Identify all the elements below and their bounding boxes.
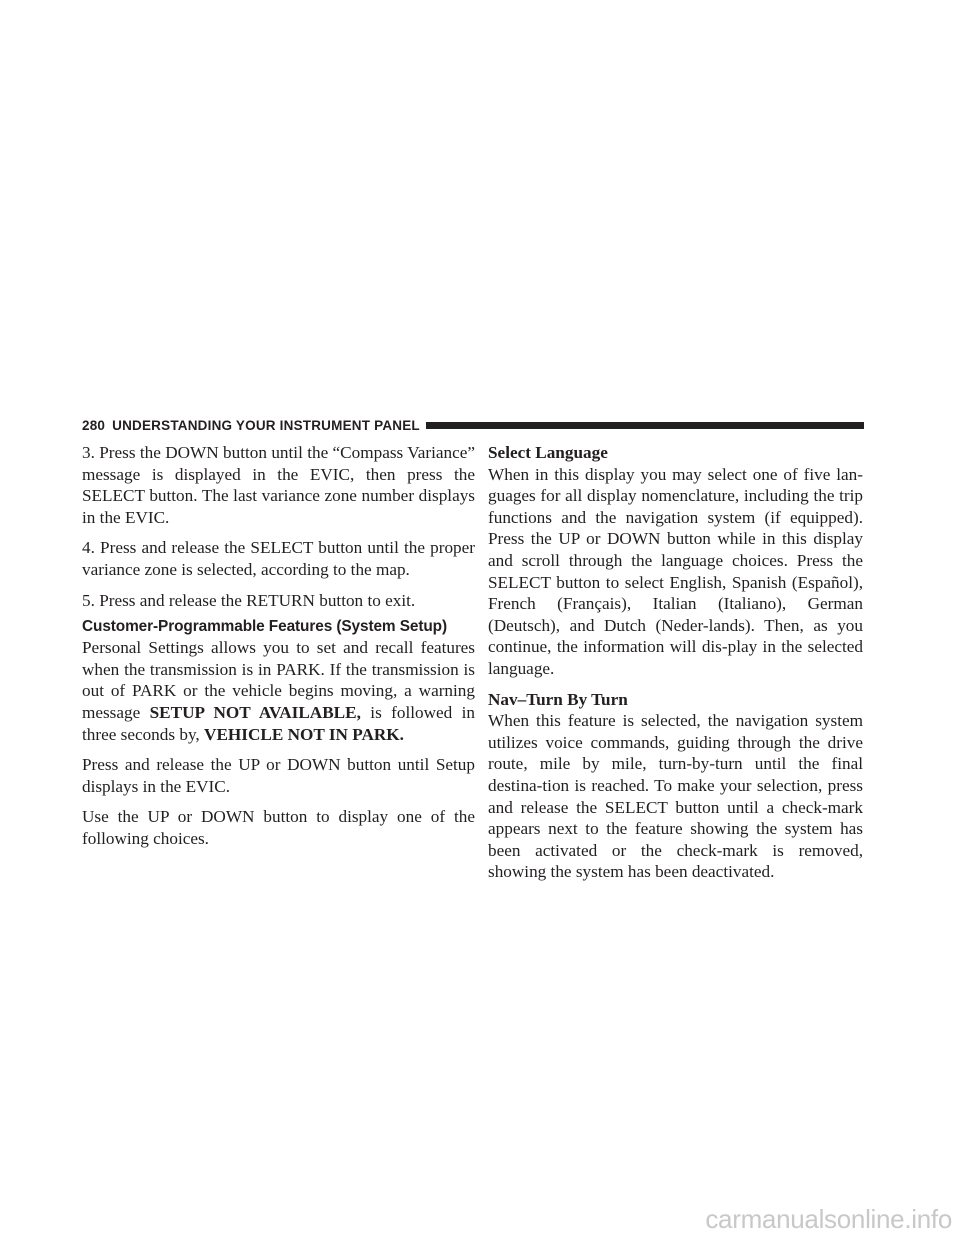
page-header — [82, 417, 864, 434]
personal-settings-paragraph — [82, 637, 475, 745]
setup-paragraph: Press and release the UP or DOWN button until Setup displays in the EVIC. — [82, 755, 475, 796]
setup-not-available-message: SETUP NOT AVAILABLE, — [149, 702, 361, 722]
nav-turn-by-turn-paragraph: When this feature is selected, the navigation system utilizes voice commands, guiding through the drive route, mile by mile, turn-by-turn until the final destina-tion is reached. To make your selection, press and release the SELECT button until a check-mark appears next to the feature showing the system has been activated or the check-mark is removed, showing the system has been deactivated. — [488, 711, 863, 882]
personal-settings-text-1: Personal Settings allows you to set and recall features when the transmission is in PARK. If the transmission is out of PARK or the vehicle begins moving, a warning message — [82, 638, 475, 722]
nav-turn-by-turn-heading: Nav–Turn By Turn — [488, 689, 628, 709]
section-heading: Customer-Programmable Features (System Setup) — [82, 618, 447, 636]
section-title: UNDERSTANDING YOUR INSTRUMENT PANEL — [112, 418, 420, 433]
step-4-paragraph: 4. Press and release the SELECT button until the proper variance zone is selected, according to the map. — [82, 538, 475, 579]
watermark: carmanualsonline.info — [705, 1204, 952, 1234]
right-column — [488, 442, 863, 892]
step-3-paragraph: 3. Press the DOWN button until the “Compass Variance” message is displayed in the EVIC, then press the SELECT button. The last variance zone number displays in the EVIC. — [82, 443, 475, 527]
step-5-paragraph: 5. Press and release the RETURN button to exit. — [82, 590, 416, 610]
header-rule — [426, 422, 864, 429]
choices-paragraph: Use the UP or DOWN button to display one of the following choices. — [82, 807, 475, 848]
select-language-heading: Select Language — [488, 443, 608, 462]
page-number: 280 — [82, 418, 106, 433]
vehicle-not-in-park-message: VEHICLE NOT IN PARK. — [204, 724, 404, 744]
personal-settings-text-2: is followed in three seconds by, — [82, 702, 475, 744]
select-language-paragraph: When in this display you may select one of five lan-guages for all display nomenclature, including the trip functions and the navigation system (if equipped). Press the UP or DOWN button while in this display and scroll through the language choices. Press the SELECT button to select English, Spanish (Español), French (Français), Italian (Italiano), German (Deutsch), and Dutch (Neder-lands). Then, as you continue, the information will dis-play in the selected language. — [488, 464, 863, 678]
left-column — [82, 442, 475, 859]
